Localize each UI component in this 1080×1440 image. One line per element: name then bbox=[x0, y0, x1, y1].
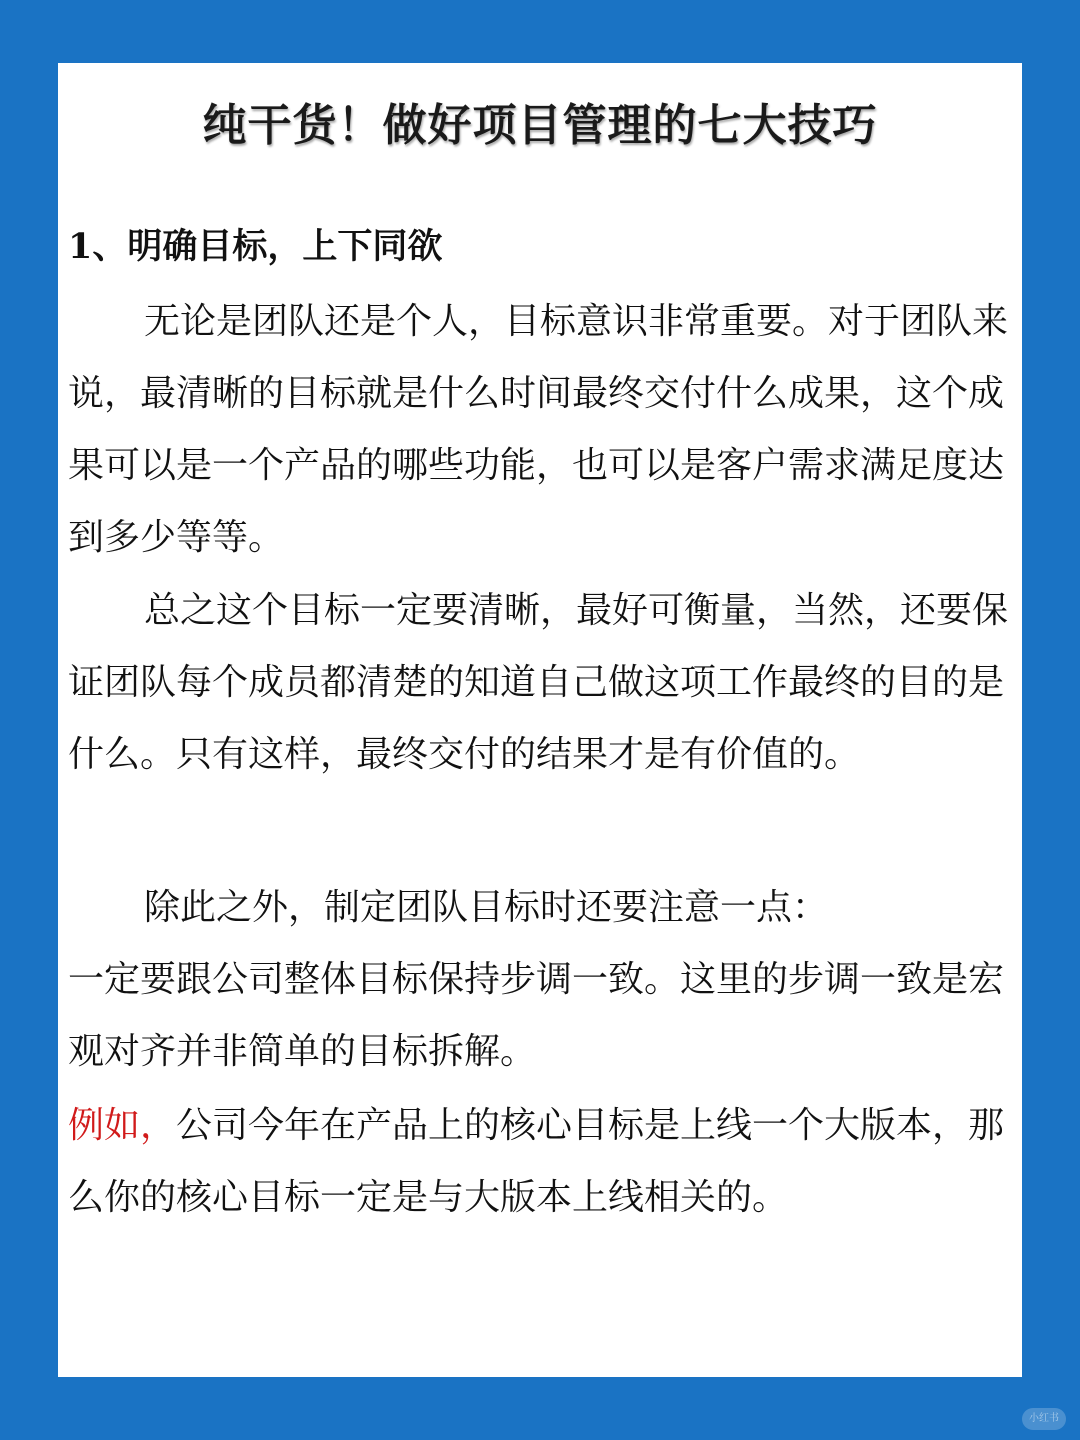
watermark-logo: 小红书 bbox=[1022, 1408, 1066, 1430]
paragraph-1: 无论是团队还是个人，目标意识非常重要。对于团队来说，最清晰的目标就是什么时间最终交付什么成果，这个成果可以是一个产品的哪些功能，也可以是客户需求满足度达到多少等等。 bbox=[68, 301, 1009, 558]
example-paragraph bbox=[68, 1090, 1012, 1234]
page-title: 纯干货！做好项目管理的七大技巧 bbox=[202, 100, 878, 151]
paragraph-2: 总之这个目标一定要清晰，最好可衡量，当然，还要保证团队每个成员都清楚的知道自己做这项工作最终的目的是什么。只有这样，最终交付的结果才是有价值的。 bbox=[68, 590, 1009, 775]
paragraph-3: 除此之外，制定团队目标时还要注意一点： bbox=[144, 887, 829, 928]
section-heading: 1、明确目标，上下同欲 bbox=[68, 226, 443, 267]
paragraph-4: 一定要跟公司整体目标保持步调一致。这里的步调一致是宏观对齐并非简单的目标拆解。 bbox=[68, 959, 1005, 1072]
example-text: 公司今年在产品上的核心目标是上线一个大版本，那么你的核心目标一定是与大版本上线相关的。 bbox=[68, 1105, 1005, 1218]
example-label: 例如， bbox=[68, 1105, 177, 1146]
